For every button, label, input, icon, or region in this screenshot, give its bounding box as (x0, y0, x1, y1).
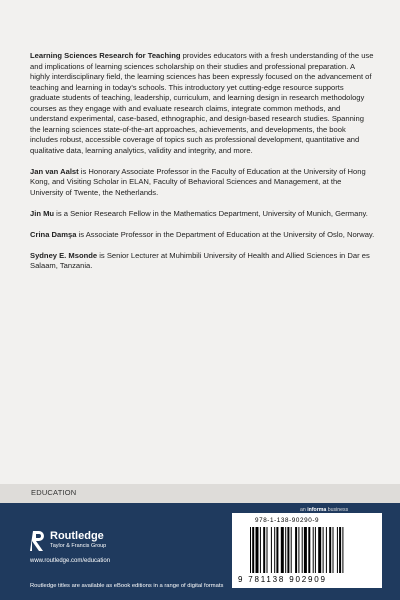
book-description (30, 51, 375, 156)
author-bio-text: is a Senior Research Fellow in the Mathematics Department, University of Munich, Germany. (54, 208, 368, 218)
author-name: Jan van Aalst (30, 166, 79, 176)
barcode-bar (252, 527, 254, 573)
barcode-bar (256, 527, 259, 573)
author-name: Jin Mu (30, 208, 55, 218)
barcode-bar (329, 527, 331, 573)
publisher-footer (0, 503, 400, 600)
barcode-bar (326, 527, 327, 573)
author-name: Crina Damşa (30, 229, 77, 239)
publisher-url[interactable]: www.routledge.com/education (30, 558, 111, 564)
publisher-group: Taylor & Francis Group (50, 543, 107, 549)
barcode-bar (285, 527, 286, 573)
author-bio (30, 209, 375, 220)
barcode-bar (298, 527, 299, 573)
barcode-bar (304, 527, 307, 573)
barcode (250, 527, 376, 573)
barcode-bar (315, 527, 316, 573)
barcode-bar (308, 527, 310, 573)
author-bio (30, 167, 375, 199)
barcode-bar (313, 527, 314, 573)
barcode-bar (276, 527, 278, 573)
category-band (0, 484, 400, 503)
barcode-bar (267, 527, 268, 573)
author-bio-text: is Honorary Associate Professor in the Faculty of Education at the University of Hong Kong, and Visiting Scholar in ELAN, Faculty of Behavioral Sciences and Management, at the University of Twente, the Netherlands. (30, 166, 366, 197)
barcode-bar (250, 527, 251, 573)
barcode-bar (342, 527, 343, 573)
barcode-bar (337, 527, 338, 573)
barcode-bar (302, 527, 303, 573)
barcode-bar (260, 527, 261, 573)
barcode-bar (291, 527, 292, 573)
barcode-bar (333, 527, 334, 573)
back-cover-text (30, 51, 375, 282)
barcode-bar (339, 527, 341, 573)
informa-brand: informa (307, 507, 327, 513)
barcode-bar (263, 527, 265, 573)
routledge-logo-icon (30, 529, 46, 553)
barcode-bar (323, 527, 324, 573)
barcode-bar (295, 527, 297, 573)
barcode-bar (287, 527, 289, 573)
barcode-bar (274, 527, 275, 573)
author-bio (30, 230, 375, 241)
publisher-name: Routledge (50, 530, 104, 542)
author-bio-text: is Associate Professor in the Department of Education at the University of Oslo, Norway. (76, 229, 375, 239)
author-name: Sydney E. Msonde (30, 250, 98, 260)
description-text: provides educators with a fresh understanding of the use and implications of learning sciences scholarship on their studies and professional preparation. A highly interdisciplinary field, the learning sciences has been expressly focused on the advancement of teaching and learning in today's schools. This introductory yet cutting-edge resource supports graduate students of teaching, leadership, curriculum, and learning design in research methodology courses as they engage with and evaluate research claims, integrate common methods, and understand experimental, case-based, ethnographic, and design-based research studies. Spanning the learning sciences state-of-the-art approaches, achievements, and developments, the book includes robust, accessible coverage of topics such as professional development, quantitative and qualitative data, learning analytics, validity and integrity, and more. (30, 51, 374, 155)
author-bio (30, 251, 375, 272)
barcode-digits: 9 781138 902909 (238, 575, 327, 584)
category-label: EDUCATION (31, 488, 77, 497)
author-bio-text: is Senior Lecturer at Muhimbili University of Health and Allied Sciences in Dar es Salaam, Tanzania. (30, 250, 370, 270)
ebook-note: Routledge titles are available as eBook editions in a range of digital formats (30, 583, 224, 589)
barcode-bar (318, 527, 321, 573)
barcode-bar (281, 527, 284, 573)
isbn-text: 978-1-138-90290-9 (255, 517, 320, 524)
book-title: Learning Sciences Research for Teaching (30, 51, 181, 60)
barcode-bar (271, 527, 272, 573)
informa-tagline: an informa business (300, 507, 349, 513)
